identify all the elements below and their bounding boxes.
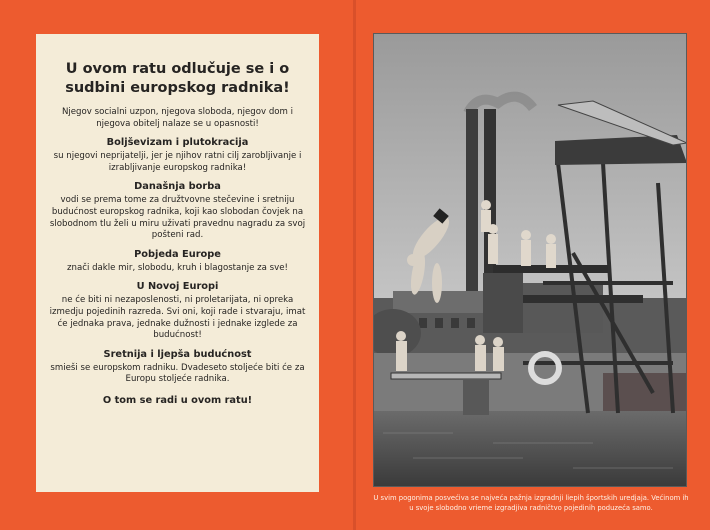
pool-photo-illustration xyxy=(373,33,687,487)
section-text-borba: vodi se prema tome za družtvovne stečevine i sretniju budućnost europskog radnika, koji kao slobodan čovjek na slobodnom tlu želi u miru uživati pravednu nagradu za svoj pošteni rad. xyxy=(49,195,306,241)
section-text-nova-europa: ne će biti ni nezaposlenosti, ni proletarijata, ni opreka izmedju pojedinih razreda. Svi oni, koji rade i stvaraju, imat će jednaka prava, jednake dužnosti i jednake izglede za budućnost! xyxy=(49,295,306,341)
intro-text: Njegov socialni uzpon, njegova sloboda, njegov dom i njegova obitelj nalaze se u opasnosti! xyxy=(61,107,294,129)
section-text-buducnost: smieši se europskom radniku. Dvadeseto stoljeće biti će za Europu stoljeće radnika. xyxy=(50,362,305,385)
page-fold xyxy=(353,0,356,530)
section-heading-borba: Današnja borba xyxy=(134,181,221,193)
section-heading-bolsevizam: Boljševizam i plutokracija xyxy=(106,137,249,149)
left-text-panel xyxy=(36,34,319,492)
pool-photo xyxy=(373,33,687,487)
section-heading-pobjeda: Pobjeda Europe xyxy=(134,248,221,260)
main-title: U ovom ratu odlučuje se i o sudbini europskog radnika! xyxy=(65,61,290,96)
section-text-bolsevizam: su njegovi neprijatelji, jer je njihov ratni cilj zarobljivanje i izrabljivanje europskog radnika! xyxy=(53,151,302,173)
section-heading-buducnost: Sretnija i ljepša budućnost xyxy=(103,348,252,360)
closing-line: O tom se radi u ovom ratu! xyxy=(102,394,253,406)
section-text-pobjeda: znači dakle mir, slobodu, kruh i blagostanje za sve! xyxy=(67,262,288,273)
section-heading-nova-europa: U Novoj Europi xyxy=(136,281,219,293)
photo-caption: U svim pogonima posvećiva se najveća pažnja izgradnji liepih športskih uredjaja. Većinom ih u svoje slobodno vrieme izgradjiva radničtvo pojedinih poduzeća samo. xyxy=(373,494,689,512)
